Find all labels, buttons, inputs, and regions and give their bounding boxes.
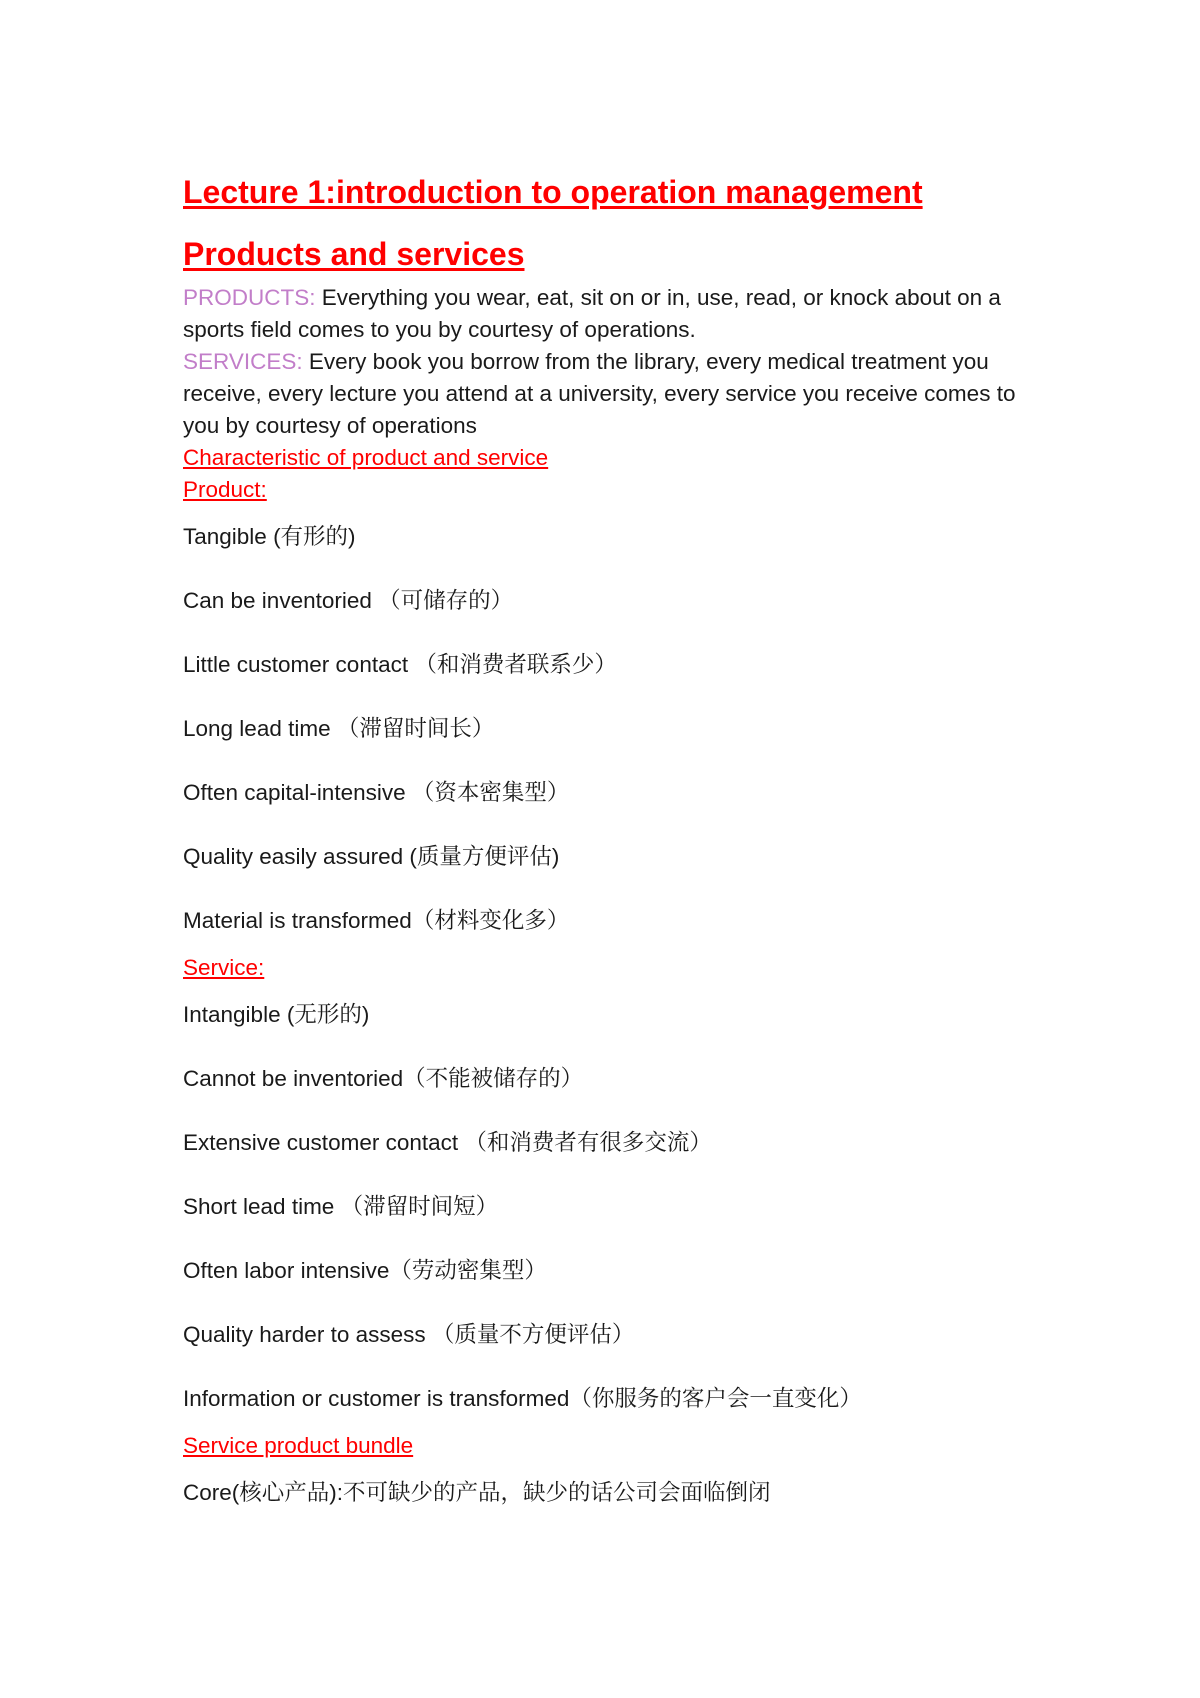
product-characteristics-list bbox=[183, 521, 1043, 937]
products-text: Everything you wear, eat, sit on or in, use, read, or knock about on a sports field comes to you by courtesy of operations. bbox=[183, 285, 1001, 342]
lecture-title: Lecture 1:introduction to operation management bbox=[183, 174, 923, 210]
service-label: Service: bbox=[183, 955, 265, 980]
services-text: Every book you borrow from the library, every medical treatment you receive, every lecture you attend at a university, every service you receive comes to you by courtesy of operations bbox=[183, 349, 1016, 438]
product-item: Little customer contact （和消费者联系少） bbox=[183, 652, 617, 677]
services-paragraph bbox=[183, 346, 1043, 442]
section-heading: Products and services bbox=[183, 236, 525, 272]
services-separator: : bbox=[296, 349, 309, 374]
characteristic-heading: Characteristic of product and service bbox=[183, 445, 549, 470]
core-line: Core(核心产品):不可缺少的产品，缺少的话公司会面临倒闭 bbox=[183, 1480, 771, 1505]
service-item: Intangible (无形的) bbox=[183, 1002, 370, 1027]
bundle-heading: Service product bundle bbox=[183, 1433, 414, 1458]
service-item: Short lead time （滞留时间短） bbox=[183, 1194, 499, 1219]
product-item: Long lead time （滞留时间长） bbox=[183, 716, 495, 741]
products-label: PRODUCTS bbox=[183, 285, 310, 310]
service-characteristics-list bbox=[183, 999, 1043, 1415]
service-item: Often labor intensive（劳动密集型） bbox=[183, 1258, 547, 1283]
product-item: Material is transformed（材料变化多） bbox=[183, 908, 570, 933]
product-item: Often capital-intensive （资本密集型） bbox=[183, 780, 570, 805]
service-item: Extensive customer contact （和消费者有很多交流） bbox=[183, 1130, 712, 1155]
services-label: SERVICES bbox=[183, 349, 297, 374]
product-item: Tangible (有形的) bbox=[183, 524, 356, 549]
products-separator: : bbox=[309, 285, 322, 310]
service-item: Quality harder to assess （质量不方便评估） bbox=[183, 1322, 635, 1347]
product-item: Quality easily assured (质量方便评估) bbox=[183, 844, 560, 869]
service-item: Information or customer is transformed（你服务的客户会一直变化） bbox=[183, 1386, 862, 1411]
product-label: Product: bbox=[183, 477, 267, 502]
document-body bbox=[183, 172, 1043, 1509]
product-item: Can be inventoried （可储存的） bbox=[183, 588, 514, 613]
service-item: Cannot be inventoried（不能被储存的） bbox=[183, 1066, 584, 1091]
products-paragraph bbox=[183, 282, 1043, 346]
